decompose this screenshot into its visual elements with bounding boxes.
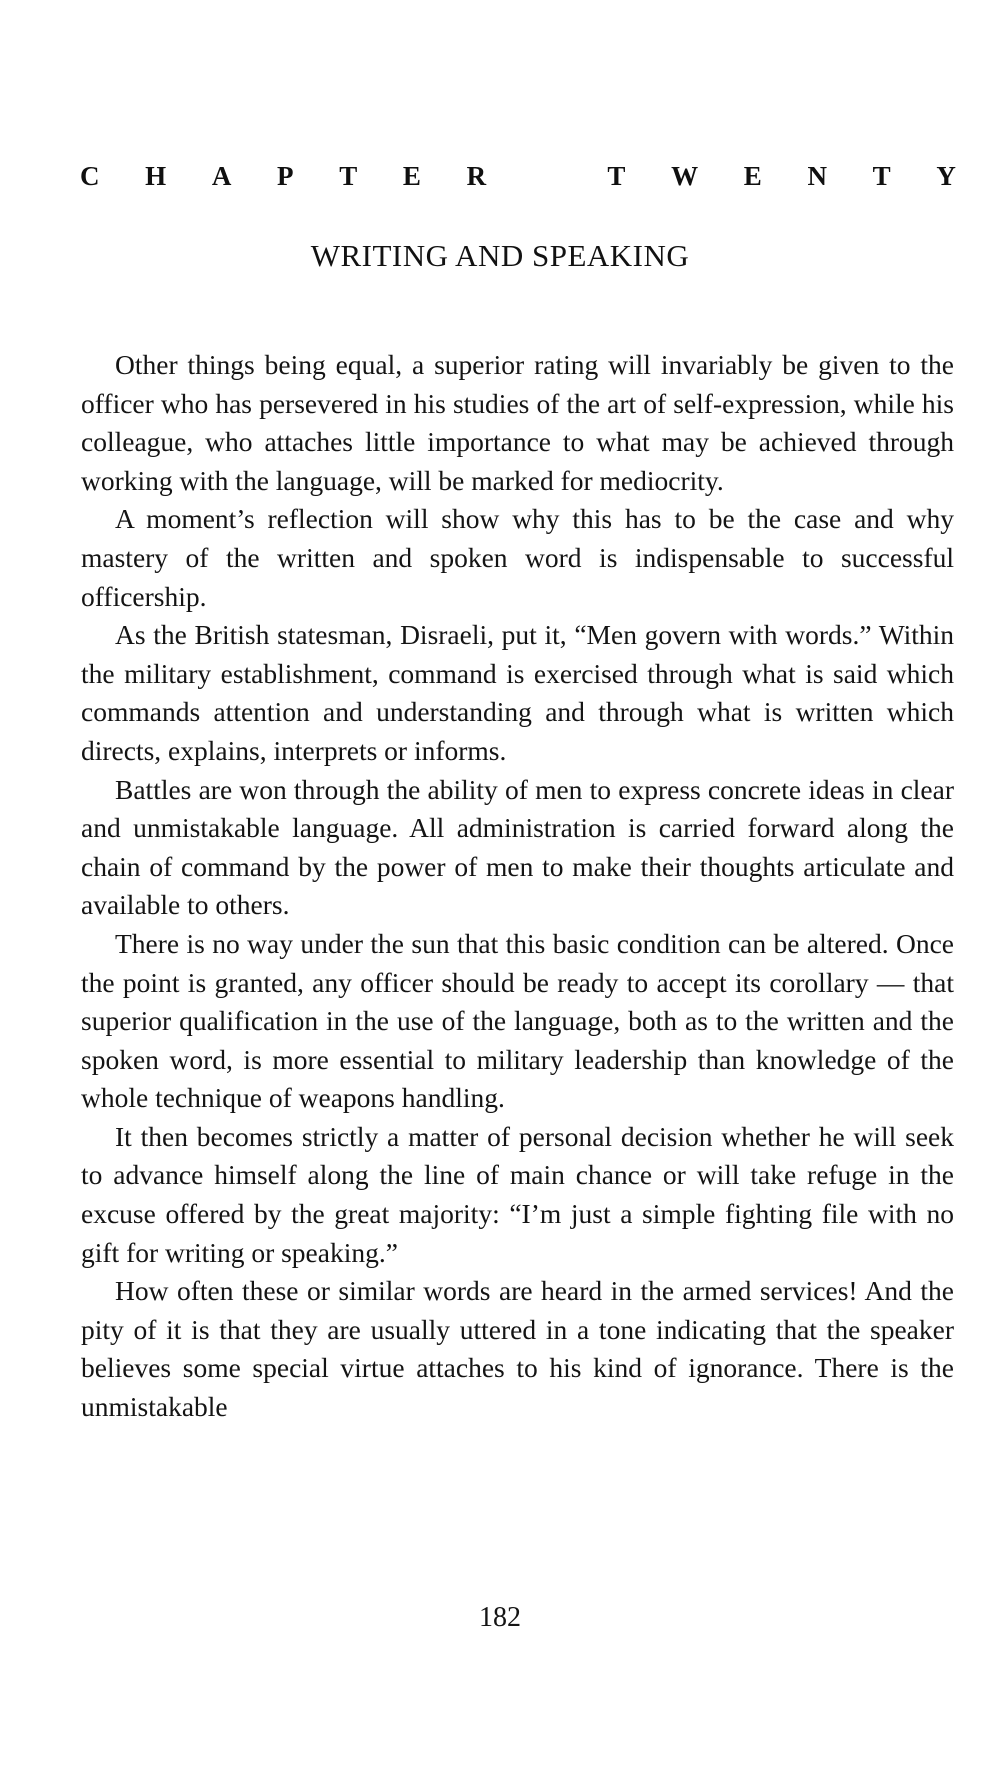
chapter-letter: R <box>466 160 487 191</box>
body-text <box>81 346 954 1427</box>
chapter-letter: A <box>211 160 232 191</box>
paragraph: As the British statesman, Disraeli, put it, “Men govern with words.” Within the military establishment, command is exercised through what is said which commands attention and understanding and through what is written which directs, explains, interprets or informs. <box>81 619 954 766</box>
chapter-letter: E <box>402 160 421 191</box>
chapter-letter: H <box>145 160 167 191</box>
paragraph: A moment’s reflection will show why this has to be the case and why mastery of the written and spoken word is indispensable to successful officership. <box>81 503 954 612</box>
chapter-letter: T <box>872 160 891 191</box>
chapter-letter: T <box>607 160 626 191</box>
paragraph: It then becomes strictly a matter of personal decision whether he will seek to advance himself along the line of main chance or will take refuge in the excuse offered by the great majority: “I’m just a simple fighting file with no gift for writing or speaking.” <box>81 1120 954 1268</box>
paragraph: Other things being equal, a superior rating will invariably be given to the officer who has persevered in his studies of the art of self-expression, while his colleague, who attaches little importance to what may be achieved through working with the language, will be marked for mediocrity. <box>81 349 954 496</box>
chapter-title: WRITING AND SPEAKING <box>310 238 690 273</box>
chapter-letter: P <box>277 160 294 191</box>
paragraph: Battles are won through the ability of men to express concrete ideas in clear and unmistakable language. All administration is carried forward along the chain of command by the power of men to make their thoughts articulate and available to others. <box>81 773 954 921</box>
page-number: 182 <box>479 1602 521 1633</box>
chapter-letter: E <box>743 160 762 191</box>
chapter-letter: T <box>339 160 358 191</box>
chapter-letter: W <box>671 160 699 191</box>
chapter-letter: N <box>807 160 827 191</box>
chapter-label <box>80 156 956 196</box>
chapter-letter: C <box>80 160 100 191</box>
paragraph: How often these or similar words are heard in the armed services! And the pity of it is that they are usually uttered in a tone indicating that the speaker believes some special virtue attaches to his kind of ignorance. There is the unmistakable <box>81 1275 954 1423</box>
paragraph: There is no way under the sun that this basic condition can be altered. Once the point is granted, any officer should be ready to accept its corollary — that superior qualification in the use of the language, both as to the written and the spoken word, is more essential to military leadership than knowledge of the whole technique of weapons handling. <box>81 927 954 1114</box>
chapter-letter: Y <box>936 160 956 191</box>
